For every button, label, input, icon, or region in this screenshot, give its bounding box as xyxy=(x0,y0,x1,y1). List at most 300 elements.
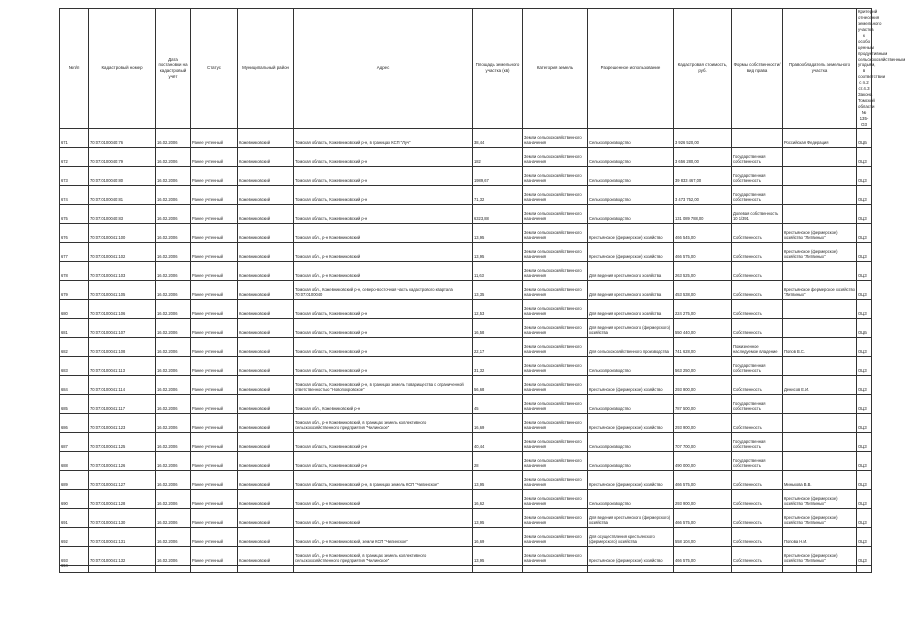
col-number-cell: 672 xyxy=(60,147,89,166)
col-right-holder-cell: Крестьянское (фермерское) хозяйство "Литвиных" xyxy=(783,242,857,261)
col-municipal-district-cell: Кожевниковский xyxy=(238,128,294,147)
col-registration-date-cell: 16.02.2006 xyxy=(156,470,191,489)
col-address-cell: Томская область, Кожевниковский р-н xyxy=(294,451,473,470)
col-right-holder-cell: Российская Федерация xyxy=(783,128,857,147)
col-area-cell: 1989,67 xyxy=(473,166,523,185)
col-registration-date-cell: 16.02.2006 xyxy=(156,394,191,413)
col-ownership-form-cell: Собственность xyxy=(732,242,783,261)
col-land-category-cell: Земли сельскохозяйственного назначения xyxy=(523,451,588,470)
col-area-cell: 13,95 xyxy=(473,470,523,489)
col-ownership-form-cell: Собственность xyxy=(732,261,783,280)
col-status-cell: Ранее учтенный xyxy=(191,166,238,185)
col-ownership-form-cell: Собственность xyxy=(732,318,783,337)
col-status-cell: Ранее учтенный xyxy=(191,413,238,432)
table-row xyxy=(60,204,872,223)
col-ownership-form-cell xyxy=(732,128,783,147)
col-address-cell: Томская обл., Кожевниковский р-н xyxy=(294,394,473,413)
col-address-cell: Томская область, Кожевниковский р-н, в границах земель КСП "Чилинское" xyxy=(294,470,473,489)
col-area-cell: 38,44 xyxy=(473,128,523,147)
col-registration-date-cell: 16.02.2006 xyxy=(156,242,191,261)
col-registration-date-cell: 16.02.2006 xyxy=(156,299,191,318)
col-right-holder-cell xyxy=(783,318,857,337)
col-status-cell: Ранее учтенный xyxy=(191,527,238,546)
col-area-cell: 13,95 xyxy=(473,546,523,565)
col-land-category-cell: Земли сельскохозяйственного назначения xyxy=(523,242,588,261)
col-cadastral-value-cell: 466 575,00 xyxy=(674,470,732,489)
col-area-cell: 45 xyxy=(473,394,523,413)
col-municipal-district-cell: Кожевниковский xyxy=(238,394,294,413)
col-address-cell: Томская обл., р-н Кожевниковский, в границах земель коллективного сельскохозяйственного предприятия "Чилинское" xyxy=(294,546,473,565)
col-status-cell: Ранее учтенный xyxy=(191,508,238,527)
col-criterion-header: Критерий отнесения земельного участка к особо ценным продуктивным сельскохозяйственным угодьям, в соответствии с п.2 ст.4.3 Закона Томской области № 135-ОЗ xyxy=(858,9,905,127)
col-number-cell: 681 xyxy=(60,318,89,337)
col-cadastral-value-cell: 224 275,00 xyxy=(674,299,732,318)
col-right-holder-cell: Денисов Е.И. xyxy=(783,375,857,394)
col-land-category-header: Категория земель xyxy=(523,9,588,129)
col-criterion-cell: ОЦЗ xyxy=(857,242,872,261)
col-status-cell: Ранее учтенный xyxy=(191,318,238,337)
col-cadastral-number-cell xyxy=(89,565,156,572)
col-area-cell: 28 xyxy=(473,451,523,470)
col-criterion-cell: ОЦЗ xyxy=(857,527,872,546)
col-criterion-cell: ОЦЗ xyxy=(857,204,872,223)
col-cadastral-value-cell: 3 473 752,00 xyxy=(674,185,732,204)
col-cadastral-number-cell: 70:07:0100041:123 xyxy=(89,413,156,432)
col-status-cell: Ранее учтенный xyxy=(191,147,238,166)
col-criterion-cell: ОЦЗ xyxy=(857,299,872,318)
col-number-cell: 690 xyxy=(60,489,89,508)
table-row xyxy=(60,299,872,318)
col-cadastral-number-cell: 70:07:0100041:117 xyxy=(89,394,156,413)
col-permitted-use-cell: Сельхозпроизводство xyxy=(588,394,674,413)
table-row xyxy=(60,261,872,280)
col-municipal-district-cell: Кожевниковский xyxy=(238,489,294,508)
col-cadastral-number-cell: 70:07:0100040:81 xyxy=(89,185,156,204)
col-land-category-cell xyxy=(523,565,588,572)
col-municipal-district-cell xyxy=(238,565,294,572)
col-right-holder-cell xyxy=(783,451,857,470)
col-cadastral-value-cell: 707 700,00 xyxy=(674,432,732,451)
col-address-header: Адрес xyxy=(294,9,473,129)
col-registration-date-cell: 16.02.2006 xyxy=(156,204,191,223)
col-land-category-cell: Земли сельскохозяйственного назначения xyxy=(523,185,588,204)
table-row xyxy=(60,166,872,185)
col-cadastral-number-cell: 70:07:0100041:127 xyxy=(89,470,156,489)
col-status-cell: Ранее учтенный xyxy=(191,489,238,508)
col-number-cell-text: 694 xyxy=(61,562,68,568)
col-number-cell: 683 xyxy=(60,356,89,375)
col-municipal-district-cell: Кожевниковский xyxy=(238,508,294,527)
col-permitted-use-cell: Для ведения крестьянского хозяйства xyxy=(588,280,674,299)
table-row xyxy=(60,337,872,356)
col-cadastral-value-cell: 558 104,00 xyxy=(674,527,732,546)
table-row xyxy=(60,128,872,147)
col-permitted-use-cell: Для сельскохозяйственного производства xyxy=(588,337,674,356)
col-municipal-district-cell: Кожевниковский xyxy=(238,242,294,261)
col-registration-date-cell: 16.02.2006 xyxy=(156,337,191,356)
col-cadastral-value-cell xyxy=(674,565,732,572)
col-permitted-use-cell: Для ведения крестьянского (фермерского) хозяйства xyxy=(588,508,674,527)
col-criterion-cell: ОЦЗ xyxy=(857,337,872,356)
col-cadastral-number-cell: 70:07:0100041:100 xyxy=(89,223,156,242)
col-registration-date-cell: 16.02.2006 xyxy=(156,185,191,204)
col-land-category-cell: Земли сельскохозяйственного назначения xyxy=(523,546,588,565)
col-number-cell: 693 xyxy=(60,546,89,565)
col-criterion-cell: ОЦБ xyxy=(857,318,872,337)
col-permitted-use-cell: Сельхозпроизводство xyxy=(588,451,674,470)
col-permitted-use-cell xyxy=(588,565,674,572)
col-land-category-cell: Земли сельскохозяйственного назначения xyxy=(523,299,588,318)
col-area-cell: 13,95 xyxy=(473,508,523,527)
col-status-cell: Ранее учтенный xyxy=(191,223,238,242)
col-cadastral-number-cell: 70:07:0100040:83 xyxy=(89,204,156,223)
col-registration-date-cell: 16.02.2006 xyxy=(156,261,191,280)
col-permitted-use-cell: Сельхозпроизводство xyxy=(588,185,674,204)
col-area-cell: 56,68 xyxy=(473,375,523,394)
col-municipal-district-cell: Кожевниковский xyxy=(238,318,294,337)
col-criterion-cell: ОЦЗ xyxy=(857,185,872,204)
col-cadastral-number-cell: 70:07:0100041:103 xyxy=(89,261,156,280)
col-ownership-form-header: Формы собственности/вид права xyxy=(732,9,783,129)
col-status-cell: Ранее учтенный xyxy=(191,185,238,204)
col-ownership-form-cell: Пожизненное наследуемое владение xyxy=(732,337,783,356)
col-address-cell: Томская обл., р-н Кожевниковский xyxy=(294,261,473,280)
col-right-holder-header: Правообладатель земельного участка xyxy=(783,9,857,129)
col-municipal-district-cell: Кожевниковский xyxy=(238,451,294,470)
col-criterion-cell: ОЦЗ xyxy=(857,470,872,489)
col-right-holder-cell: Крестьянское фермерское хозяйство "Литвиных" xyxy=(783,280,857,299)
col-criterion-cell: ОЦЗ xyxy=(857,356,872,375)
table-row xyxy=(60,147,872,166)
col-right-holder-cell: Попов В.С. xyxy=(783,337,857,356)
col-cadastral-number-cell: 70:07:0100041:130 xyxy=(89,508,156,527)
col-number-cell: 682 xyxy=(60,337,89,356)
table-row xyxy=(60,527,872,546)
col-permitted-use-cell: Для ведения крестьянского (фермерского) хозяйства xyxy=(588,318,674,337)
col-cadastral-value-cell: 3 656 280,00 xyxy=(674,147,732,166)
col-registration-date-cell xyxy=(156,565,191,572)
col-criterion-cell: ОЦЗ xyxy=(857,280,872,299)
col-registration-date-cell: 16.02.2006 xyxy=(156,147,191,166)
col-right-holder-cell xyxy=(783,299,857,318)
table-row xyxy=(60,508,872,527)
table-row xyxy=(60,223,872,242)
col-registration-date-cell: 16.02.2006 xyxy=(156,166,191,185)
col-right-holder-cell xyxy=(783,185,857,204)
col-status-cell: Ранее учтенный xyxy=(191,242,238,261)
table-row xyxy=(60,489,872,508)
col-area-cell xyxy=(473,565,523,572)
col-ownership-form-cell: Государственная собственность xyxy=(732,185,783,204)
col-number-header: №п/п xyxy=(60,9,89,129)
col-municipal-district-cell: Кожевниковский xyxy=(238,356,294,375)
col-number-cell xyxy=(60,562,89,572)
col-number-cell: 687 xyxy=(60,432,89,451)
col-municipal-district-cell: Кожевниковский xyxy=(238,299,294,318)
col-number-cell: 676 xyxy=(60,223,89,242)
col-cadastral-number-cell: 70:07:0100041:126 xyxy=(89,451,156,470)
col-address-cell: Томская обл., Кожевниковский р-н, северо-восточная часть кадастрового квартала 70:07:0100040 xyxy=(294,280,473,299)
col-ownership-form-cell: Государственная собственность xyxy=(732,166,783,185)
col-address-cell xyxy=(294,565,473,572)
col-status-header: Статус xyxy=(191,9,238,129)
col-ownership-form-cell: Долевая собственность 10 1/391 xyxy=(732,204,783,223)
col-address-cell: Томская обл., р-н Кожевниковский xyxy=(294,242,473,261)
col-ownership-form-cell: Собственность xyxy=(732,223,783,242)
col-ownership-form-cell: Государственная собственность xyxy=(732,432,783,451)
col-cadastral-value-cell: 466 575,00 xyxy=(674,546,732,565)
col-land-category-cell: Земли сельскохозяйственного назначения xyxy=(523,489,588,508)
col-address-cell: Томская область, Кожевниковский р-н xyxy=(294,299,473,318)
col-permitted-use-cell: Крестьянское (фермерское) хозяйство xyxy=(588,470,674,489)
col-permitted-use-cell: Для осуществления крестьянского (фермерского) хозяйства xyxy=(588,527,674,546)
col-ownership-form-cell: Собственность xyxy=(732,299,783,318)
col-address-cell: Томская область, Кожевниковский р-н xyxy=(294,185,473,204)
table-row xyxy=(60,451,872,470)
col-registration-date-cell: 16.02.2006 xyxy=(156,223,191,242)
col-criterion-cell: ОЦЗ xyxy=(857,166,872,185)
col-status-cell: Ранее учтенный xyxy=(191,375,238,394)
col-cadastral-number-cell: 70:07:0100041:106 xyxy=(89,299,156,318)
table-header xyxy=(60,9,905,129)
col-number-cell: 692 xyxy=(60,527,89,546)
col-registration-date-cell: 16.02.2006 xyxy=(156,527,191,546)
col-address-cell: Томская обл., р-н Кожевниковский xyxy=(294,223,473,242)
col-cadastral-number-cell: 70:07:0100041:114 xyxy=(89,375,156,394)
table-row xyxy=(60,432,872,451)
table-row xyxy=(60,356,872,375)
col-permitted-use-cell: Сельхозпроизводство xyxy=(588,204,674,223)
col-area-cell: 40,44 xyxy=(473,432,523,451)
col-ownership-form-cell: Собственность xyxy=(732,280,783,299)
col-area-cell: 16,69 xyxy=(473,527,523,546)
col-land-category-cell: Земли сельскохозяйственного назначения xyxy=(523,261,588,280)
col-cadastral-value-cell: 263 525,00 xyxy=(674,261,732,280)
col-cadastral-value-cell: 563 250,00 xyxy=(674,356,732,375)
col-land-category-cell: Земли сельскохозяйственного назначения xyxy=(523,280,588,299)
col-status-cell: Ранее учтенный xyxy=(191,394,238,413)
col-permitted-use-cell: Сельхозпроизводство xyxy=(588,356,674,375)
col-cadastral-number-cell: 70:07:0100040:79 xyxy=(89,147,156,166)
col-land-category-cell: Земли сельскохозяйственного назначения xyxy=(523,356,588,375)
col-municipal-district-cell: Кожевниковский xyxy=(238,185,294,204)
col-criterion-cell: ОЦЗ xyxy=(857,451,872,470)
col-cadastral-value-cell: 293 900,00 xyxy=(674,413,732,432)
col-municipal-district-cell: Кожевниковский xyxy=(238,337,294,356)
col-number-cell: 674 xyxy=(60,185,89,204)
col-area-cell: 12,53 xyxy=(473,299,523,318)
col-permitted-use-cell: Сельхозпроизводство xyxy=(588,166,674,185)
col-criterion-cell: ОЦЗ xyxy=(857,508,872,527)
col-municipal-district-cell: Кожевниковский xyxy=(238,413,294,432)
col-area-cell: 16,58 xyxy=(473,318,523,337)
col-number-cell: 689 xyxy=(60,470,89,489)
col-status-cell: Ранее учтенный xyxy=(191,356,238,375)
col-criterion-cell: ОЦЗ xyxy=(857,394,872,413)
col-number-cell: 677 xyxy=(60,242,89,261)
col-address-cell: Томская область, Кожевниковский р-н xyxy=(294,337,473,356)
col-municipal-district-cell: Кожевниковский xyxy=(238,432,294,451)
col-status-cell: Ранее учтенный xyxy=(191,432,238,451)
col-criterion-cell: ОЦЗ xyxy=(857,147,872,166)
col-right-holder-cell xyxy=(783,147,857,166)
header-row xyxy=(60,9,872,129)
col-cadastral-number-cell: 70:07:0100041:105 xyxy=(89,280,156,299)
table-row xyxy=(60,394,872,413)
col-cadastral-number-cell: 70:07:0100041:102 xyxy=(89,242,156,261)
col-address-cell: Томская область, Кожевниковский р-н xyxy=(294,318,473,337)
table-row xyxy=(60,280,872,299)
col-address-cell: Томская область, Кожевниковский р-н xyxy=(294,166,473,185)
col-number-cell: 680 xyxy=(60,299,89,318)
col-permitted-use-cell: Сельхозпроизводство xyxy=(588,128,674,147)
col-right-holder-cell xyxy=(783,204,857,223)
col-right-holder-cell: Минькова В.В. xyxy=(783,470,857,489)
col-permitted-use-cell: Для ведения крестьянского хозяйства xyxy=(588,299,674,318)
table-row xyxy=(60,470,872,489)
col-land-category-cell: Земли сельскохозяйственного назначения xyxy=(523,394,588,413)
col-registration-date-cell: 16.02.2006 xyxy=(156,508,191,527)
col-land-category-cell: Земли сельскохозяйственного назначения xyxy=(523,375,588,394)
table-row xyxy=(60,565,872,572)
col-cadastral-value-cell: 787 500,00 xyxy=(674,394,732,413)
col-municipal-district-cell: Кожевниковский xyxy=(238,223,294,242)
col-cadastral-number-cell: 70:07:0100041:128 xyxy=(89,489,156,508)
col-address-cell: Томская область, Кожевниковский р-н, в границах земель товарищества с ограниченной ответственностью "Новопокровское" xyxy=(294,375,473,394)
col-cadastral-number-cell: 70:07:0100041:107 xyxy=(89,318,156,337)
col-municipal-district-cell: Кожевниковский xyxy=(238,261,294,280)
col-criterion-cell: ОЦЗ xyxy=(857,413,872,432)
col-area-cell: 13,95 xyxy=(473,223,523,242)
table-body xyxy=(60,128,872,572)
col-land-category-cell: Земли сельскохозяйственного назначения xyxy=(523,470,588,489)
col-land-category-cell: Земли сельскохозяйственного назначения xyxy=(523,318,588,337)
col-ownership-form-cell: Государственная собственность xyxy=(732,394,783,413)
col-cadastral-number-cell: 70:07:0100041:131 xyxy=(89,527,156,546)
col-status-cell: Ранее учтенный xyxy=(191,451,238,470)
col-right-holder-cell xyxy=(783,413,857,432)
col-permitted-use-cell: Крестьянское (фермерское) хозяйство xyxy=(588,223,674,242)
col-registration-date-cell: 16.02.2006 xyxy=(156,432,191,451)
col-number-cell: 685 xyxy=(60,394,89,413)
col-cadastral-value-cell: 466 575,00 xyxy=(674,508,732,527)
col-address-cell: Томская обл., р-н Кожевниковский, земли КСП "Чилинское" xyxy=(294,527,473,546)
col-area-header: Площадь земельного участка (кв) xyxy=(473,9,523,129)
col-cadastral-value-cell: 131 089 788,00 xyxy=(674,204,732,223)
col-municipal-district-cell: Кожевниковский xyxy=(238,527,294,546)
col-criterion-cell: ОЦБ xyxy=(857,128,872,147)
col-ownership-form-cell: Собственность xyxy=(732,489,783,508)
col-area-cell: 13,35 xyxy=(473,280,523,299)
col-cadastral-value-cell: 490 000,00 xyxy=(674,451,732,470)
col-status-cell: Ранее учтенный xyxy=(191,470,238,489)
col-status-cell: Ранее учтенный xyxy=(191,261,238,280)
land-plots-table xyxy=(59,8,905,573)
col-criterion-cell: ОЦЗ xyxy=(857,489,872,508)
col-criterion-cell: ОЦЗ xyxy=(857,223,872,242)
col-cadastral-number-cell: 70:07:0100041:108 xyxy=(89,337,156,356)
col-cadastral-value-cell: 39 833 467,00 xyxy=(674,166,732,185)
col-land-category-cell: Земли сельскохозяйственного назначения xyxy=(523,128,588,147)
col-right-holder-cell: Крестьянское (фермерское) хозяйство "Литвиных" xyxy=(783,489,857,508)
col-criterion-cell: ОЦЗ xyxy=(857,261,872,280)
col-municipal-district-header: Муниципальный район xyxy=(238,9,294,129)
col-permitted-use-cell: Сельхозпроизводство xyxy=(588,432,674,451)
col-ownership-form-cell: Собственность xyxy=(732,508,783,527)
col-ownership-form-cell: Собственность xyxy=(732,375,783,394)
col-land-category-cell: Земли сельскохозяйственного назначения xyxy=(523,413,588,432)
col-area-cell: 16,62 xyxy=(473,489,523,508)
col-cadastral-value-cell: 293 900,00 xyxy=(674,375,732,394)
col-status-cell xyxy=(191,565,238,572)
col-land-category-cell: Земли сельскохозяйственного назначения xyxy=(523,432,588,451)
col-land-category-cell: Земли сельскохозяйственного назначения xyxy=(523,166,588,185)
col-area-cell: 22,17 xyxy=(473,337,523,356)
col-permitted-use-cell: Крестьянское (фермерское) хозяйство xyxy=(588,413,674,432)
col-municipal-district-cell: Кожевниковский xyxy=(238,204,294,223)
col-area-cell: 16,69 xyxy=(473,413,523,432)
col-right-holder-cell xyxy=(783,261,857,280)
col-ownership-form-cell: Собственность xyxy=(732,527,783,546)
col-right-holder-cell xyxy=(783,432,857,451)
col-permitted-use-cell: Крестьянское (фермерское) хозяйство xyxy=(588,375,674,394)
col-permitted-use-cell: Для ведения крестьянского хозяйства xyxy=(588,261,674,280)
table-row xyxy=(60,185,872,204)
col-number-cell: 688 xyxy=(60,451,89,470)
col-permitted-use-cell: Крестьянское (фермерское) хозяйство xyxy=(588,546,674,565)
col-permitted-use-cell: Крестьянское (фермерское) хозяйство xyxy=(588,242,674,261)
col-municipal-district-cell: Кожевниковский xyxy=(238,375,294,394)
col-registration-date-header: Дата постановки на кадастровый учёт xyxy=(156,9,191,129)
col-cadastral-number-cell: 70:07:0100040:76 xyxy=(89,128,156,147)
col-registration-date-cell: 16.02.2006 xyxy=(156,546,191,565)
col-status-cell: Ранее учтенный xyxy=(191,280,238,299)
col-address-cell: Томская область, Кожевниковский р-н xyxy=(294,147,473,166)
col-criterion-cell: ОЦЗ xyxy=(857,375,872,394)
col-address-cell: Томская обл., р-н Кожевниковский, в границах земель коллективного сельскохозяйственного предприятия "Чилинское" xyxy=(294,413,473,432)
col-ownership-form-cell: Собственность xyxy=(732,470,783,489)
col-criterion-cell xyxy=(857,565,872,572)
col-status-cell: Ранее учтенный xyxy=(191,337,238,356)
col-right-holder-cell xyxy=(783,394,857,413)
col-municipal-district-cell: Кожевниковский xyxy=(238,147,294,166)
col-registration-date-cell: 16.02.2006 xyxy=(156,280,191,299)
col-cadastral-number-header: Кадастровый номер xyxy=(89,9,156,129)
col-ownership-form-cell xyxy=(732,565,783,572)
col-area-cell: 182 xyxy=(473,147,523,166)
col-ownership-form-cell: Собственность xyxy=(732,413,783,432)
col-status-cell: Ранее учтенный xyxy=(191,546,238,565)
col-registration-date-cell: 16.02.2006 xyxy=(156,451,191,470)
col-right-holder-cell: Попова Н.И. xyxy=(783,527,857,546)
col-ownership-form-cell: Государственная собственность xyxy=(732,451,783,470)
col-permitted-use-cell: Сельхозпроизводство xyxy=(588,147,674,166)
col-ownership-form-cell: Государственная собственность xyxy=(732,356,783,375)
table-row xyxy=(60,375,872,394)
col-cadastral-value-header: Кадастровая стоимость, руб. xyxy=(674,9,732,129)
col-registration-date-cell: 16.02.2006 xyxy=(156,318,191,337)
col-number-cell: 691 xyxy=(60,508,89,527)
col-land-category-cell: Земли сельскохозяйственного назначения xyxy=(523,527,588,546)
col-cadastral-value-cell: 453 538,00 xyxy=(674,280,732,299)
col-land-category-cell: Земли сельскохозяйственного назначения xyxy=(523,223,588,242)
col-land-category-cell: Земли сельскохозяйственного назначения xyxy=(523,337,588,356)
col-address-cell: Томская область, Кожевниковский р-н, в границах КСП "Луч" xyxy=(294,128,473,147)
col-number-cell: 686 xyxy=(60,413,89,432)
col-address-cell: Томская обл., р-н Кожевниковский xyxy=(294,489,473,508)
col-cadastral-value-cell: 741 628,00 xyxy=(674,337,732,356)
col-municipal-district-cell: Кожевниковский xyxy=(238,546,294,565)
